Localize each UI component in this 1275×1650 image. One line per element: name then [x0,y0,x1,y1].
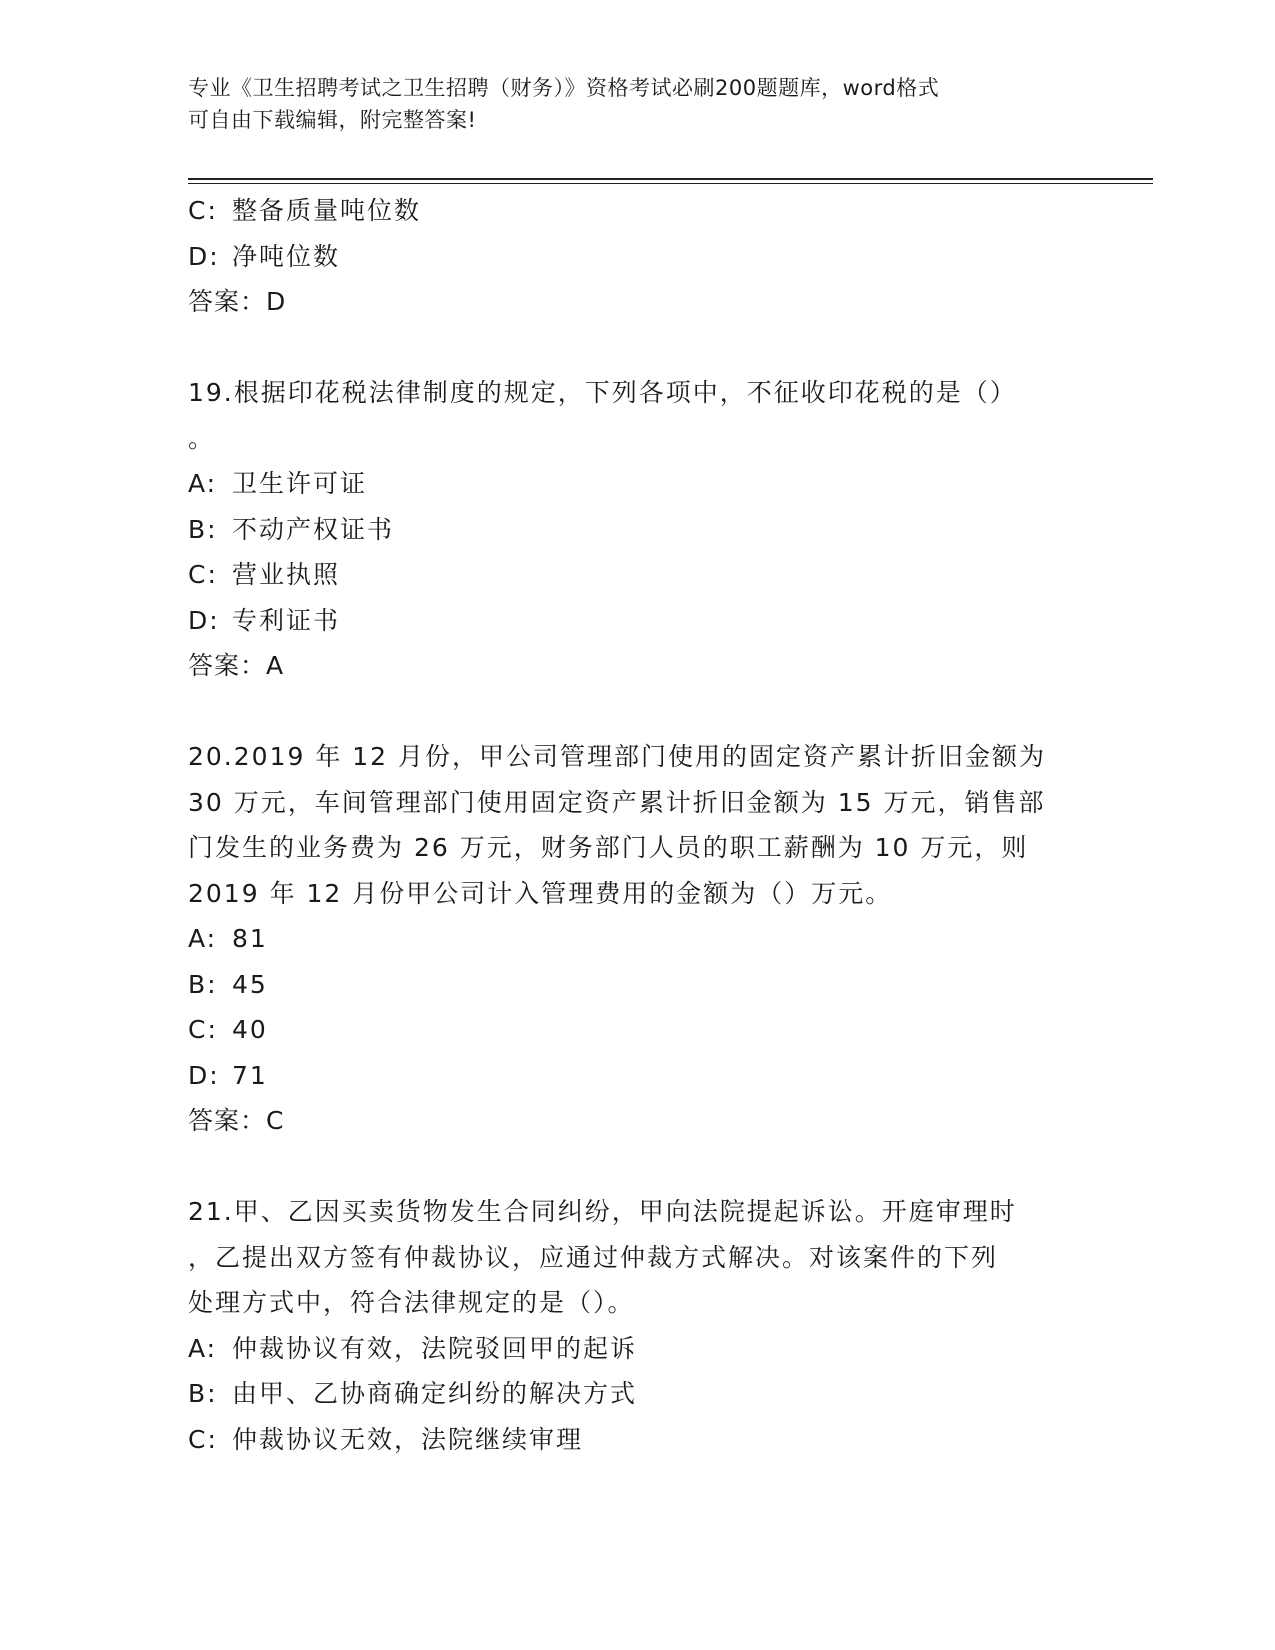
option-b [188,962,1088,1008]
option-key: D: [188,605,220,635]
spacer [188,689,1088,735]
question-19 [188,370,1088,689]
answer-value: A [266,651,285,680]
option-key: B: [188,1379,218,1408]
option-key: C: [188,1015,218,1044]
option-key: C: [188,196,218,225]
spacer [188,325,1088,371]
option-text: 不动产权证书 [232,514,395,544]
option-text: 由甲、乙协商确定纠纷的解决方式 [232,1379,638,1408]
question-text-line: 21.甲、乙因买卖货物发生合同纠纷，甲向法院提起诉讼。开庭审理时 [188,1197,1017,1226]
option-key: C: [188,560,218,589]
page-header [188,72,1088,136]
question-text-line: 30 万元，车间管理部门使用固定资产累计折旧金额为 15 万元，销售部 [188,787,1046,817]
option-key: D: [188,241,220,271]
option-text: 整备质量吨位数 [232,196,422,225]
option-a [188,461,1088,507]
answer-label: 答案： [188,1106,267,1135]
option-d [188,234,1088,280]
question-20 [188,734,1088,1144]
answer-line [188,643,1088,689]
option-text: 40 [232,1015,268,1044]
header-divider [188,178,1153,184]
question-21 [188,1189,1088,1462]
option-c [188,1417,1088,1463]
question-text-line: 20.2019 年 12 月份，甲公司管理部门使用的固定资产累计折旧金额为 [188,742,1047,771]
document-body [188,188,1088,1462]
answer-line [188,1098,1088,1144]
option-text: 卫生许可证 [232,469,368,498]
option-key: B: [188,969,218,999]
option-a [188,1326,1088,1372]
question-text-line: 2019 年 12 月份甲公司计入管理费用的金额为（）万元。 [188,878,893,908]
option-d [188,1053,1088,1099]
question-18-tail [188,188,1088,325]
question-text-line: 19.根据印花税法律制度的规定，下列各项中，不征收印花税的是（） [188,378,1017,407]
question-text-line: 处理方式中，符合法律规定的是（）。 [188,1288,635,1317]
option-text: 45 [232,969,268,999]
option-key: C: [188,1424,218,1454]
spacer [188,1144,1088,1190]
answer-label: 答案： [188,651,267,680]
question-text-line: 。 [188,423,216,453]
answer-value: D [266,287,287,316]
option-c [188,1007,1088,1053]
option-key: A: [188,1333,218,1363]
header-line-2: 可自由下载编辑，附完整答案! [188,108,477,132]
answer-line [188,279,1088,325]
option-text: 71 [232,1060,268,1090]
option-text: 仲裁协议无效，法院继续审理 [232,1424,584,1454]
option-a [188,916,1088,962]
option-c [188,552,1088,598]
answer-value: C [266,1106,285,1135]
option-text: 营业执照 [232,560,341,589]
option-key: A: [188,469,218,498]
option-key: B: [188,514,218,544]
question-text-line: ，乙提出双方签有仲裁协议，应通过仲裁方式解决。对该案件的下列 [188,1242,999,1272]
question-text-line: 门发生的业务费为 26 万元，财务部门人员的职工薪酬为 10 万元，则 [188,833,1029,862]
option-text: 仲裁协议有效，法院驳回甲的起诉 [232,1333,638,1363]
answer-label: 答案： [188,287,267,316]
option-text: 净吨位数 [232,241,341,271]
option-c [188,188,1088,234]
option-key: A: [188,924,218,953]
option-text: 专利证书 [232,605,341,635]
option-text: 81 [232,924,268,953]
option-b [188,1371,1088,1417]
header-line-1: 专业《卫生招聘考试之卫生招聘（财务）》资格考试必刷200题题库，word格式 [188,76,940,100]
option-d [188,598,1088,644]
option-key: D: [188,1060,220,1090]
option-b [188,507,1088,553]
